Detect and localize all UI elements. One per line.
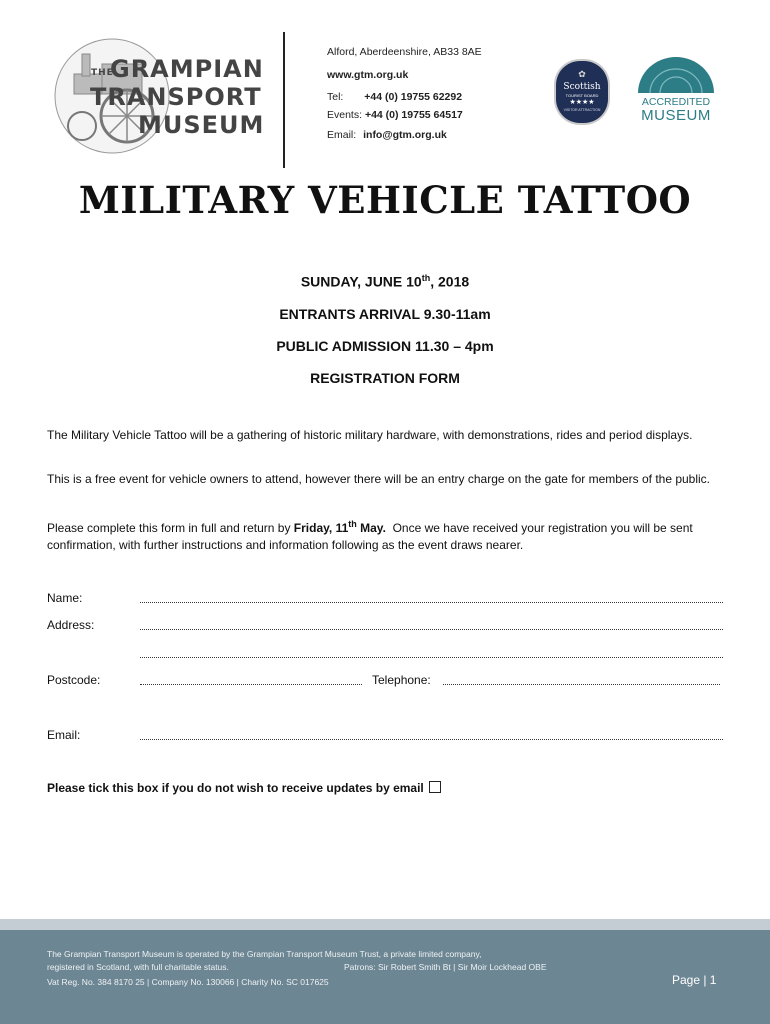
p3-deadline-date: Friday, 11 xyxy=(293,521,349,535)
footer-line-2a: registered in Scotland, with full charitable status. xyxy=(47,962,229,972)
email-field-label: Email: xyxy=(47,728,81,742)
contact-events xyxy=(327,109,463,121)
events-number: +44 (0) 19755 64517 xyxy=(364,109,463,121)
badge-scottish-tag: VISITOR ATTRACTION xyxy=(563,108,601,112)
page-title: MILITARY VEHICLE TATTOO xyxy=(78,178,692,222)
contact-tel xyxy=(327,91,462,103)
tel-number: +44 (0) 19755 62292 xyxy=(364,91,463,103)
scottish-tourist-board-badge xyxy=(556,61,608,123)
thistle-icon: ✿ xyxy=(578,69,586,79)
footer-stripe xyxy=(0,919,770,930)
email-opt-out xyxy=(47,781,441,795)
page-number: Page | 1 xyxy=(672,973,717,987)
opt-out-checkbox[interactable] xyxy=(429,781,441,793)
p3-deadline-sup: th xyxy=(348,519,357,529)
badge-scottish-name: Scottish xyxy=(563,82,601,92)
p3-deadline-month: May. xyxy=(356,521,386,535)
header-divider xyxy=(283,32,285,168)
address-field-line-1[interactable] xyxy=(140,629,723,630)
contact-email xyxy=(327,129,447,141)
registration-form-heading: REGISTRATION FORM xyxy=(310,370,460,386)
logo-line-transport: TRANSPORT xyxy=(90,83,262,111)
public-admission: PUBLIC ADMISSION 11.30 – 4pm xyxy=(276,338,494,354)
event-date xyxy=(0,273,770,290)
accredited-line1: ACCREDITED xyxy=(641,96,711,108)
event-date-prefix: SUNDAY, JUNE 10 xyxy=(300,273,422,290)
museum-logo xyxy=(52,34,265,159)
name-field[interactable] xyxy=(140,602,723,603)
entrants-arrival: ENTRANTS ARRIVAL 9.30-11am xyxy=(279,306,491,322)
address-label: Address: xyxy=(47,618,95,632)
telephone-field[interactable] xyxy=(443,684,720,685)
accredited-line2: MUSEUM xyxy=(641,107,711,124)
events-label: Events: xyxy=(327,109,363,121)
badge-stars: ★★★★ xyxy=(569,99,595,106)
accredited-museum-badge xyxy=(630,55,722,127)
tel-label: Tel: xyxy=(327,91,344,103)
logo-the: THE xyxy=(91,68,114,78)
p3-deadline xyxy=(294,521,386,535)
email-label: Email: xyxy=(327,129,357,141)
logo-line-grampian: GRAMPIAN xyxy=(110,55,264,83)
intro-paragraph-2: This is a free event for vehicle owners to attend, however there will be an entry charge on the gate for members of the public. xyxy=(47,472,711,486)
address-field-line-2[interactable] xyxy=(140,657,723,658)
opt-out-text: Please tick this box if you do not wish to receive updates by email xyxy=(47,781,424,795)
footer-line-1: The Grampian Transport Museum is operated by the Grampian Transport Museum Trust, a private limited company, xyxy=(47,949,482,959)
footer-line-3: Vat Reg. No. 384 8170 25 | Company No. 130066 | Charity No. SC 017625 xyxy=(47,977,329,987)
postcode-label: Postcode: xyxy=(47,673,101,687)
footer-patrons: Patrons: Sir Robert Smith Bt | Sir Moir Lockhead OBE xyxy=(344,962,547,972)
intro-paragraph-1: The Military Vehicle Tattoo will be a gathering of historic military hardware, with demonstrations, rides and period displays. xyxy=(47,428,693,442)
postcode-field[interactable] xyxy=(140,684,362,685)
event-date-sup: th xyxy=(421,273,431,283)
email-address[interactable]: info@gtm.org.uk xyxy=(363,129,447,141)
contact-address: Alford, Aberdeenshire, AB33 8AE xyxy=(327,46,482,58)
email-field[interactable] xyxy=(140,739,723,740)
p3-part-a: Please complete this form in full and return by xyxy=(47,521,294,535)
event-date-suffix: , 2018 xyxy=(430,273,470,290)
badge-scottish-sub: TOURIST BOARD xyxy=(565,93,599,98)
accredited-arch-icon xyxy=(630,55,722,95)
logo-line-museum: MUSEUM xyxy=(138,111,265,139)
name-label: Name: xyxy=(47,591,83,605)
contact-website[interactable]: www.gtm.org.uk xyxy=(327,69,409,81)
p3-part-d: Once we have received your registration you will be sent confirmation, with further instructions and information following as the event draws nearer. xyxy=(47,521,697,552)
telephone-label: Telephone: xyxy=(372,673,431,687)
intro-paragraph-3 xyxy=(47,516,727,554)
